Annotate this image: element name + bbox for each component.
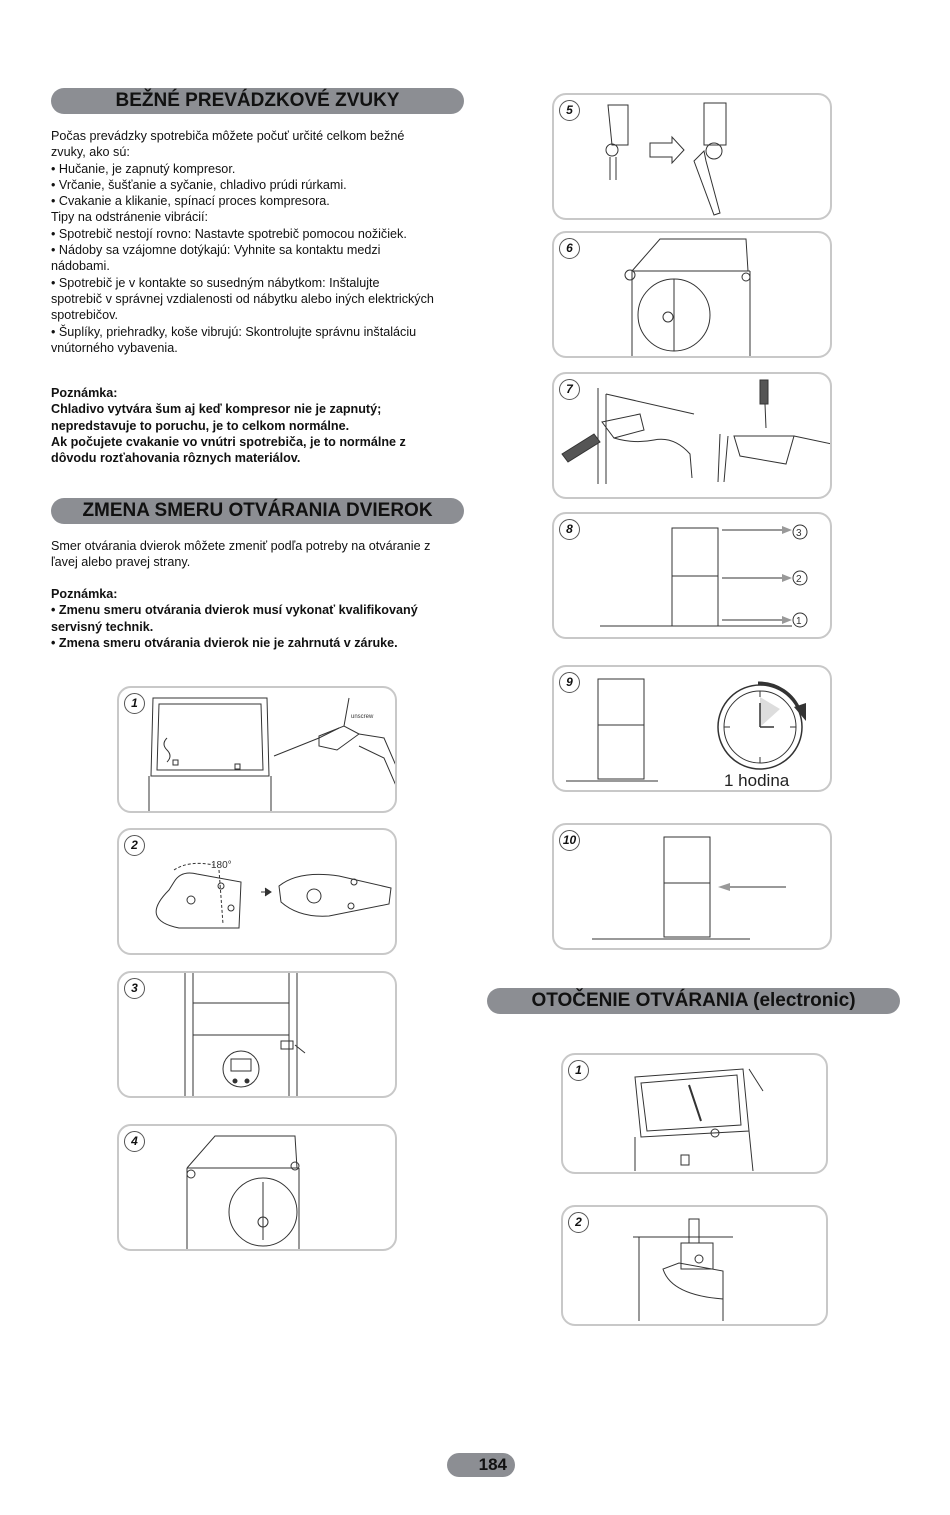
door-reversal-note <box>51 586 471 651</box>
text-line: zvuky, ako sú: <box>51 145 130 160</box>
step-panel-8 <box>552 512 832 639</box>
step-number: 4 <box>124 1131 145 1152</box>
step-number: 8 <box>559 519 580 540</box>
step-3-illustration <box>119 973 397 1098</box>
step-number: 6 <box>559 238 580 259</box>
unscrew-label: unscrew <box>351 714 374 720</box>
note-title: Poznámka: <box>51 587 118 601</box>
step-panel-3 <box>117 971 397 1098</box>
step-number: 7 <box>559 379 580 400</box>
page-number: 184 <box>447 1453 515 1477</box>
step-panel-6 <box>552 231 832 358</box>
operating-sounds-text <box>51 128 471 356</box>
step-number: 2 <box>124 835 145 856</box>
door-reversal-text <box>51 538 471 571</box>
step-1-illustration <box>119 688 397 813</box>
step-6-illustration <box>554 233 832 358</box>
text-line: • Vrčanie, šušťanie a syčanie, chladivo prúdi rúrkami. <box>51 177 347 192</box>
electronic-step-panel-1 <box>561 1053 828 1174</box>
step-5-illustration <box>554 95 832 220</box>
step-number: 1 <box>124 693 145 714</box>
text-line: • Hučanie, je zapnutý kompresor. <box>51 161 236 176</box>
text-line: Tipy na odstránenie vibrácií: <box>51 210 209 225</box>
text-line: spotrebičov. <box>51 308 118 323</box>
step-7-illustration <box>554 374 832 499</box>
step-panel-9 <box>552 665 832 792</box>
step-2-illustration <box>119 830 397 955</box>
note-line: • Zmena smeru otvárania dvierok nie je zahrnutá v záruke. <box>51 635 398 650</box>
step-number: 2 <box>568 1212 589 1233</box>
note-line: Ak počujete cvakanie vo vnútri spotrebiča, je to normálne z <box>51 434 406 449</box>
step-panel-4 <box>117 1124 397 1251</box>
note-line: Chladivo vytvára šum aj keď kompresor nie je zapnutý; <box>51 402 382 417</box>
electronic-step-2-illustration <box>563 1207 828 1326</box>
note-line: nepredstavuje to poruchu, je to celkom normálne. <box>51 418 350 433</box>
text-line: spotrebič v správnej vzdialenosti od nábytku alebo iných elektrických <box>51 291 434 306</box>
step-number: 10 <box>559 830 580 851</box>
step-panel-1 <box>117 686 397 813</box>
text-line: ľavej alebo pravej strany. <box>51 555 191 570</box>
text-line: vnútorného vybavenia. <box>51 340 178 355</box>
text-line: • Nádoby sa vzájomne dotýkajú: Vyhnite sa kontaktu medzi <box>51 243 381 258</box>
note-line: dôvodu rozťahovania rôznych materiálov. <box>51 451 301 466</box>
section-title-door-reversal: ZMENA SMERU OTVÁRANIA DVIEROK <box>51 498 464 524</box>
step-8-illustration <box>554 514 832 639</box>
step-number: 3 <box>124 978 145 999</box>
text-line: • Cvakanie a klikanie, spínací proces kompresora. <box>51 194 330 209</box>
note-line: • Zmenu smeru otvárania dvierok musí vykonať kvalifikovaný <box>51 603 418 618</box>
text-line: • Šuplíky, priehradky, koše vibrujú: Skontrolujte správnu inštaláciu <box>51 324 417 339</box>
step-number: 5 <box>559 100 580 121</box>
step-panel-5 <box>552 93 832 220</box>
section-title-operating-sounds: BEŽNÉ PREVÁDZKOVÉ ZVUKY <box>51 88 464 114</box>
section-title-electronic-reversal: OTOČENIE OTVÁRANIA (electronic) <box>487 988 900 1014</box>
wait-time-label: 1 hodina <box>724 771 790 790</box>
step-panel-2 <box>117 828 397 955</box>
step-4-illustration <box>119 1126 397 1251</box>
step-panel-10 <box>552 823 832 950</box>
arrow-label-1: 1 <box>796 616 802 627</box>
electronic-step-1-illustration <box>563 1055 828 1174</box>
note-title: Poznámka: <box>51 386 118 400</box>
text-line: Smer otvárania dvierok môžete zmeniť podľa potreby na otváranie z <box>51 539 431 553</box>
text-line: • Spotrebič nestojí rovno: Nastavte spotrebič pomocou nožičiek. <box>51 226 407 241</box>
step-number: 1 <box>568 1060 589 1081</box>
step-panel-7 <box>552 372 832 499</box>
step-number: 9 <box>559 672 580 693</box>
step-10-illustration <box>554 825 832 950</box>
note-line: servisný technik. <box>51 619 154 634</box>
step-9-illustration <box>554 667 832 792</box>
text-line: • Spotrebič je v kontakte so susedným nábytkom: Inštalujte <box>51 275 380 290</box>
text-line: nádobami. <box>51 259 110 274</box>
arrow-label-3: 3 <box>796 528 802 539</box>
text-line: Počas prevádzky spotrebiča môžete počuť určité celkom bežné <box>51 129 405 143</box>
arrow-label-2: 2 <box>796 574 802 585</box>
operating-sounds-note <box>51 385 471 466</box>
rotation-angle-label: 180° <box>211 860 232 871</box>
electronic-step-panel-2 <box>561 1205 828 1326</box>
